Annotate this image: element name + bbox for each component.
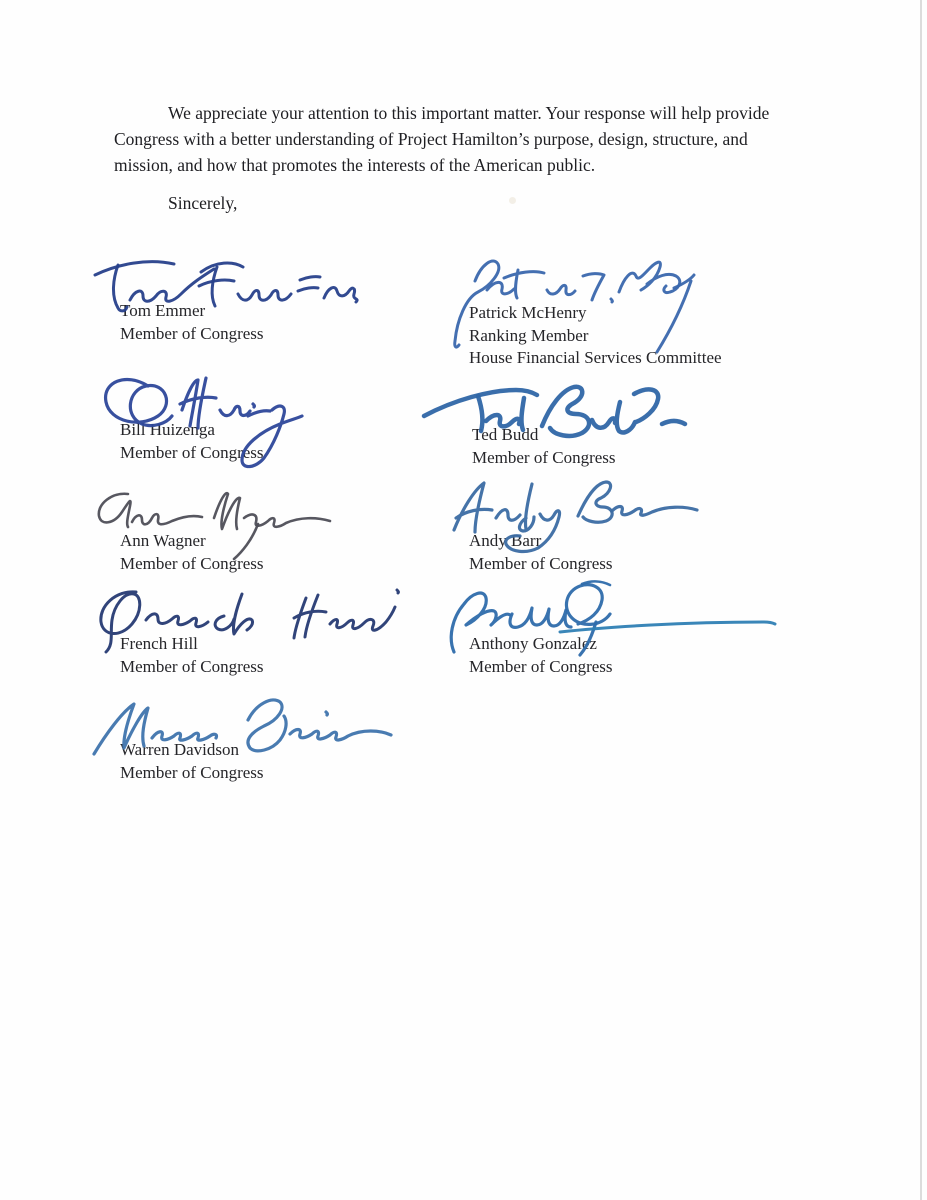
signatory-name: Ann Wagner <box>120 531 206 550</box>
signatory-titles <box>120 762 264 785</box>
signatory-title: House Financial Services Committee <box>469 348 722 367</box>
signatory-titles <box>120 442 264 465</box>
signatory-name: French Hill <box>120 634 198 653</box>
signature-block-andy-barr <box>469 530 613 575</box>
signatory-name: Patrick McHenry <box>469 303 587 322</box>
signatory-title: Member of Congress <box>120 762 264 782</box>
signatory-titles <box>469 656 613 679</box>
signature-block-french-hill <box>120 633 264 678</box>
signatory-titles <box>120 553 264 576</box>
signatory-name: Andy Barr <box>469 531 542 550</box>
paragraph-line: mission, and how that promotes the interests of the American public. <box>114 154 596 175</box>
signatory-titles <box>469 553 613 576</box>
signatory-title: Member of Congress <box>120 442 264 462</box>
signature-block-bill-huizenga <box>120 419 264 464</box>
signature-block-ann-wagner <box>120 530 264 575</box>
signatory-title: Ranking Member <box>469 325 589 345</box>
signatory-name: Anthony Gonzalez <box>469 634 597 653</box>
signatory-title: Member of Congress <box>469 656 613 676</box>
signature-block-tom-emmer <box>120 300 264 345</box>
signatory-name: Tom Emmer <box>120 301 206 320</box>
signatory-title: Member of Congress <box>120 323 264 343</box>
signatory-title: Member of Congress <box>469 553 613 573</box>
signature-block-patrick-mchenry <box>469 302 722 370</box>
closing-paragraph <box>114 101 804 178</box>
signatory-title: Member of Congress <box>472 447 616 467</box>
signature-block-ted-budd <box>472 424 616 469</box>
signatory-title: Member of Congress <box>120 553 264 573</box>
closing-salutation: Sincerely, <box>168 193 238 213</box>
paragraph-line: We appreciate your attention to this important matter. Your response will help provide <box>168 103 770 123</box>
signatory-name: Warren Davidson <box>120 740 240 759</box>
signatory-name: Ted Budd <box>472 425 539 444</box>
signatory-titles <box>120 656 264 679</box>
signature-block-warren-davidson <box>120 739 264 784</box>
page-edge-scan-line <box>920 0 922 1200</box>
signatory-name: Bill Huizenga <box>120 420 215 439</box>
paragraph-line: Congress with a better understanding of Project Hamilton’s purpose, design, structure, and <box>114 128 748 149</box>
signatory-titles <box>469 325 722 370</box>
signature-block-anthony-gonzalez <box>469 633 613 678</box>
signatory-titles <box>120 323 264 346</box>
signatory-title: Member of Congress <box>120 656 264 676</box>
signatory-titles <box>472 447 616 470</box>
scan-artifact-speck <box>509 197 516 204</box>
